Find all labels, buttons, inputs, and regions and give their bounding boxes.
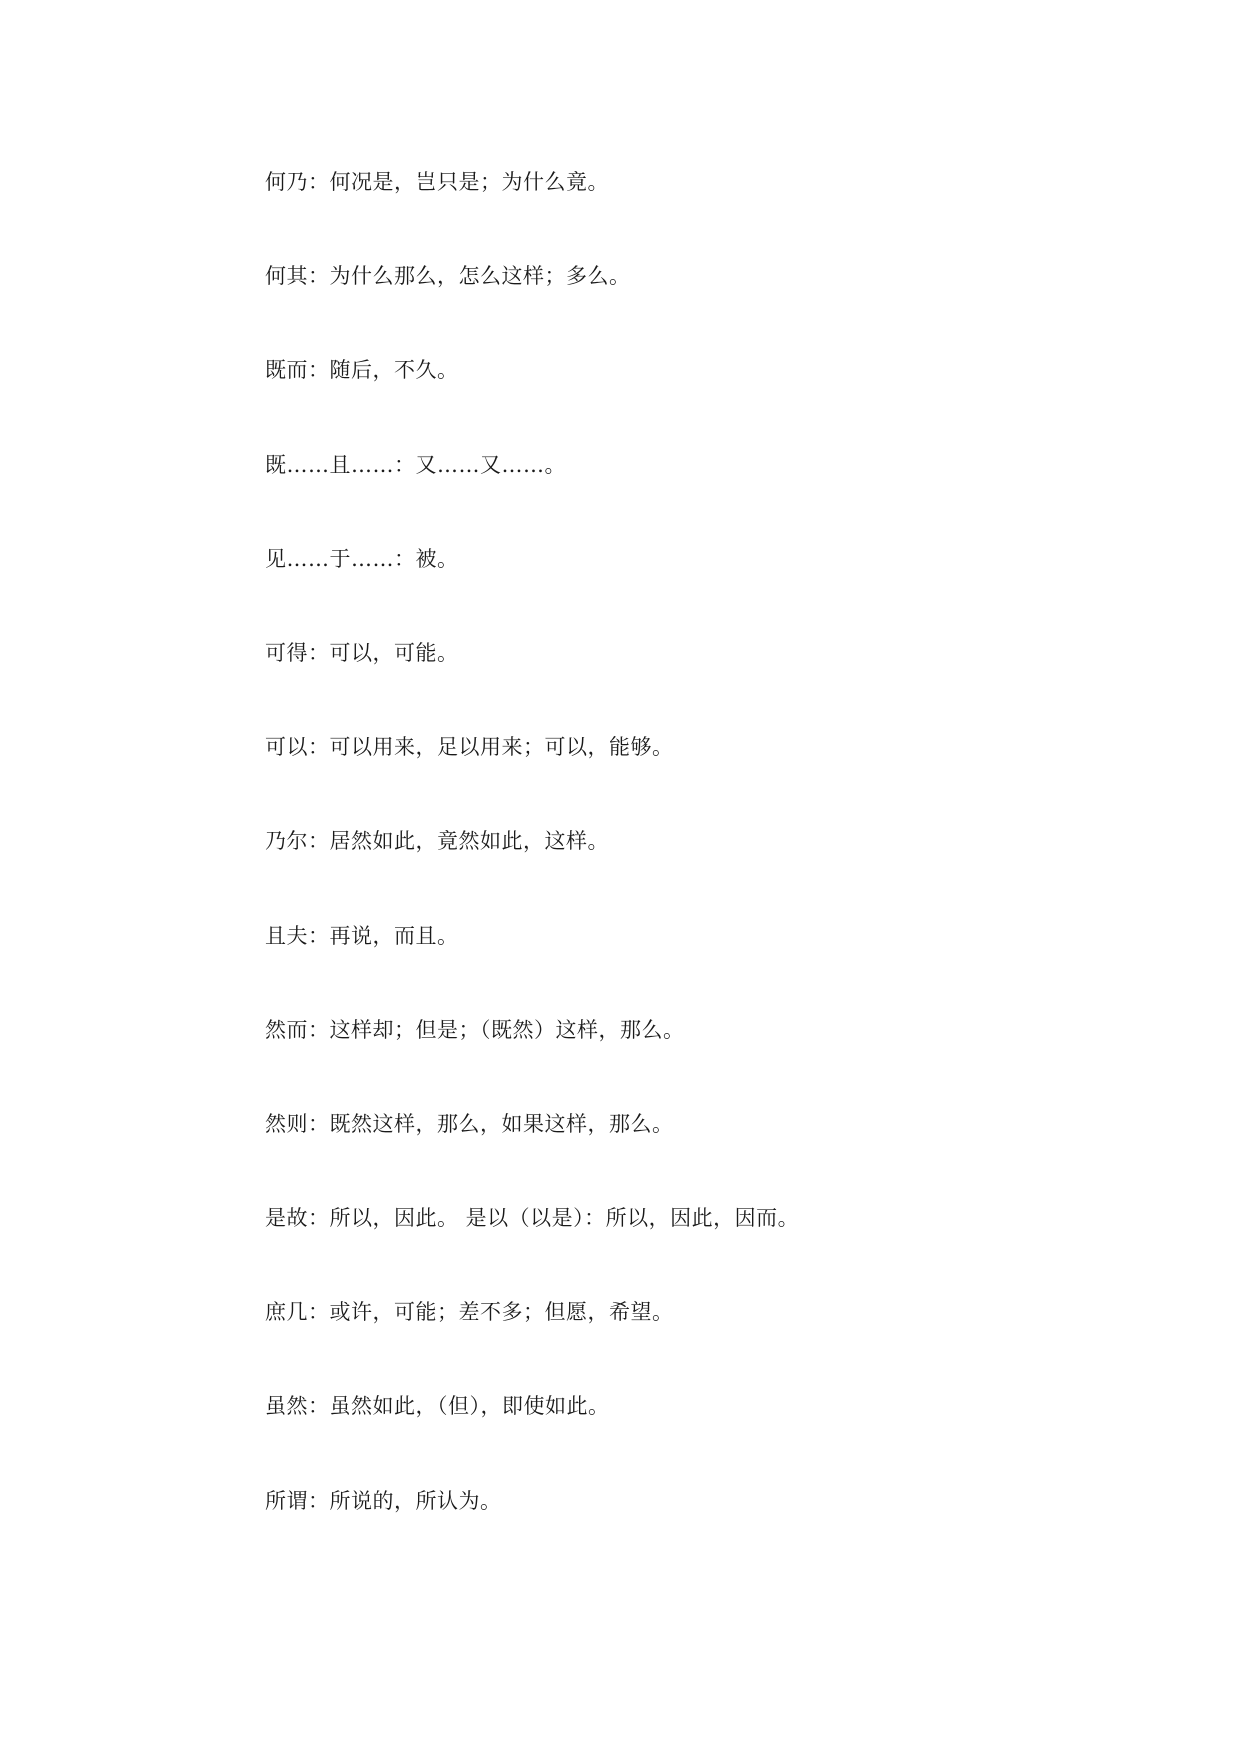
glossary-entry: 然则：既然这样，那么，如果这样，那么。 [265, 1111, 674, 1136]
glossary-entry: 庶几：或许，可能；差不多；但愿，希望。 [265, 1300, 674, 1325]
glossary-entry: 且夫：再说，而且。 [265, 923, 459, 948]
glossary-entry: 可得：可以，可能。 [265, 640, 459, 665]
glossary-entry: 虽然：虽然如此，（但），即使如此。 [265, 1394, 610, 1419]
glossary-entry: 既而：随后，不久。 [265, 358, 459, 383]
glossary-entry: 然而：这样却；但是；（既然）这样，那么。 [265, 1017, 685, 1042]
glossary-entry: 可以：可以用来，足以用来；可以，能够。 [265, 735, 674, 760]
glossary-entry: 既……且……：又……又……。 [265, 452, 566, 477]
glossary-entry: 是故：所以，因此。 是以（以是）：所以，因此，因而。 [265, 1206, 800, 1231]
glossary-entry: 见……于……：被。 [265, 546, 459, 571]
glossary-list [265, 166, 799, 1579]
glossary-entry: 何其：为什么那么，怎么这样；多么。 [265, 264, 631, 289]
glossary-entry: 所谓：所说的，所认为。 [265, 1488, 502, 1513]
glossary-entry: 乃尔：居然如此，竟然如此，这样。 [265, 829, 609, 854]
glossary-entry: 何乃：何况是，岂只是；为什么竟。 [265, 170, 609, 194]
